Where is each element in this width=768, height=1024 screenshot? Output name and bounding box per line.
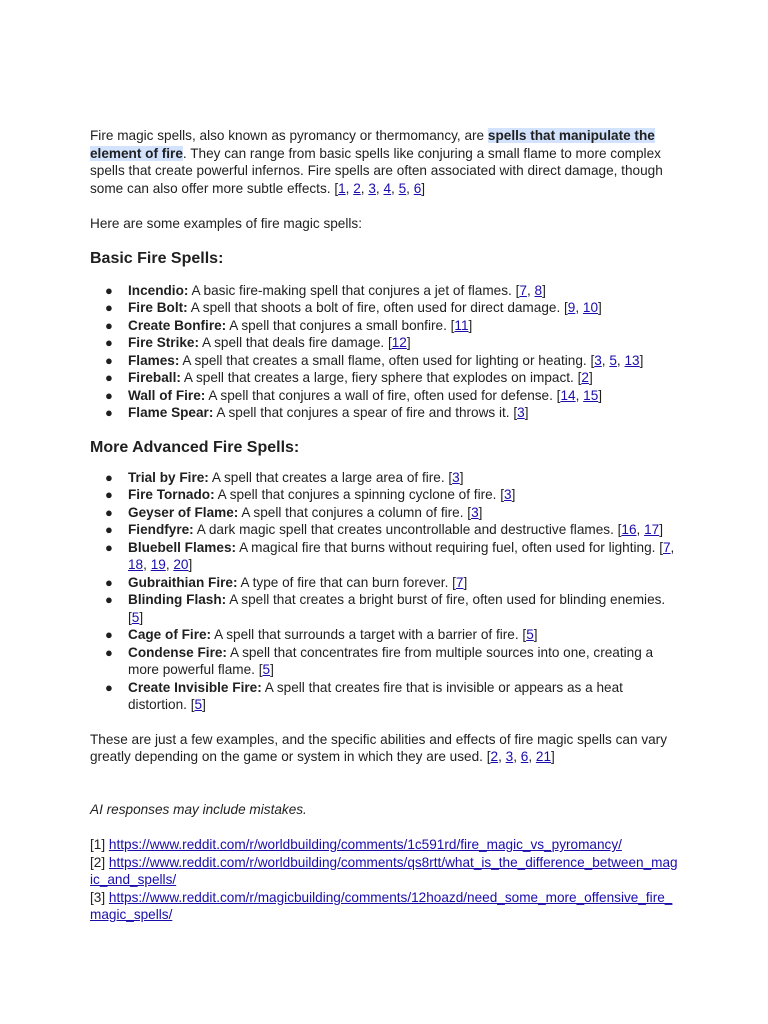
citation-link[interactable]: 7 bbox=[455, 574, 464, 590]
spell-citations: [7] bbox=[452, 574, 468, 590]
bullet-icon: ● bbox=[105, 335, 113, 350]
intro-text-before: Fire magic spells, also known as pyromancy or thermomancy, are bbox=[90, 128, 488, 143]
intro-paragraph bbox=[90, 127, 678, 197]
spell-list-item bbox=[90, 317, 678, 335]
spell-name: Geyser of Flame: bbox=[128, 504, 239, 520]
spell-citations: [16, 17] bbox=[617, 522, 663, 537]
spell-name: Fire Tornado: bbox=[128, 487, 215, 502]
spell-description: A spell that creates a large, fiery sphere that explodes on impact. bbox=[183, 370, 574, 385]
citation-link[interactable]: 2 bbox=[581, 370, 589, 385]
document-page bbox=[90, 127, 678, 924]
spell-name: Fire Bolt: bbox=[128, 300, 188, 315]
reference-number: [3] bbox=[90, 889, 106, 905]
reference-item bbox=[90, 836, 678, 854]
spell-list-item bbox=[90, 679, 678, 714]
spell-citations: [7, 18, 19, 20] bbox=[128, 539, 675, 572]
spell-list-item bbox=[90, 387, 678, 405]
citation-link[interactable]: 3 bbox=[517, 405, 525, 420]
bullet-icon: ● bbox=[105, 504, 113, 520]
spell-citations: [11] bbox=[450, 317, 473, 333]
spell-name: Flame Spear: bbox=[128, 405, 214, 420]
spell-citations: [3, 5, 13] bbox=[590, 352, 644, 368]
intro-highlight: spells that manipulate the element of fire bbox=[90, 128, 655, 161]
spell-description: A spell that concentrates fire from multiple sources into one, creating a more powerful flame. bbox=[128, 644, 654, 677]
spell-list-item bbox=[90, 644, 678, 679]
citation-link[interactable]: 21 bbox=[535, 749, 552, 764]
spell-list-item bbox=[90, 504, 678, 522]
citation-link[interactable]: 11 bbox=[454, 317, 469, 333]
bullet-icon: ● bbox=[105, 469, 113, 485]
citation-link[interactable]: 5 bbox=[609, 352, 617, 368]
citation-link[interactable]: 7 bbox=[662, 539, 671, 555]
citation-link[interactable]: 14 bbox=[560, 387, 576, 403]
citation-link[interactable]: 5 bbox=[194, 697, 203, 712]
citation-link[interactable]: 12 bbox=[391, 335, 407, 350]
spell-name: Condense Fire: bbox=[128, 644, 227, 660]
spell-name: Create Invisible Fire: bbox=[128, 679, 262, 695]
spell-name: Incendio: bbox=[128, 282, 189, 298]
bullet-icon: ● bbox=[105, 539, 113, 555]
spell-list-item bbox=[90, 404, 678, 422]
spell-description: A spell that deals fire damage. bbox=[202, 335, 385, 350]
spell-list-item bbox=[90, 574, 678, 592]
citation-link[interactable]: 9 bbox=[567, 300, 576, 315]
spell-description: A spell that creates a large area of fire. bbox=[211, 469, 445, 485]
citation-link[interactable]: 5 bbox=[131, 609, 140, 625]
spell-description: A spell that creates fire that is invisible or appears as a heat distortion. bbox=[128, 679, 623, 712]
spell-citations: [9, 10] bbox=[564, 300, 602, 315]
citation-link[interactable]: 3 bbox=[471, 504, 479, 520]
spell-list-item bbox=[90, 521, 678, 539]
spell-citations: [2] bbox=[577, 370, 593, 385]
citation-link[interactable]: 13 bbox=[624, 352, 640, 368]
citation-link[interactable]: 7 bbox=[519, 282, 527, 298]
references-list bbox=[90, 836, 678, 924]
advanced-spells-list bbox=[90, 469, 678, 714]
closing-citations: [2, 3, 6, 21] bbox=[486, 749, 555, 764]
intro-citations: [1, 2, 3, 4, 5, 6] bbox=[334, 180, 426, 196]
bullet-icon: ● bbox=[105, 679, 113, 695]
bullet-icon: ● bbox=[105, 352, 113, 368]
citation-link[interactable]: 4 bbox=[383, 180, 392, 196]
reference-number: [2] bbox=[90, 854, 106, 870]
reference-item bbox=[90, 854, 678, 889]
citation-link[interactable]: 3 bbox=[504, 487, 512, 502]
citation-link[interactable]: 3 bbox=[452, 469, 460, 485]
spell-name: Flames: bbox=[128, 352, 180, 368]
spell-description: A spell that conjures a small bonfire. bbox=[229, 317, 447, 333]
bullet-icon: ● bbox=[105, 387, 113, 403]
spell-citations: [5] bbox=[128, 609, 144, 625]
spell-list-item bbox=[90, 352, 678, 370]
bullet-icon: ● bbox=[105, 522, 113, 537]
spell-citations: [7, 8] bbox=[515, 282, 546, 298]
closing-text: These are just a few examples, and the specific abilities and effects of fire magic spells can vary greatly depending on the game or system in which they are used. bbox=[90, 731, 668, 764]
spell-description: A spell that shoots a bolt of fire, often used for direct damage. bbox=[190, 300, 561, 315]
citation-link[interactable]: 5 bbox=[262, 662, 271, 677]
bullet-icon: ● bbox=[105, 317, 113, 333]
spell-citations: [5] bbox=[258, 662, 274, 677]
intro-text-after: . They can range from basic spells like conjuring a small flame to more complex spells that create powerful infernos. Fire spells are often associated with direct damage, though some can also offer more subtle effects. bbox=[90, 145, 663, 196]
spell-description: A spell that creates a small flame, often used for lighting or heating. bbox=[182, 352, 587, 368]
spell-list-item bbox=[90, 486, 678, 504]
reference-link[interactable]: https://www.reddit.com/r/worldbuilding/comments/1c591rd/fire_magic_vs_pyromancy/ bbox=[108, 837, 622, 852]
spell-name: Cage of Fire: bbox=[128, 627, 212, 642]
spell-name: Fireball: bbox=[128, 370, 181, 385]
citation-link[interactable]: 6 bbox=[413, 180, 422, 196]
citation-link[interactable]: 15 bbox=[583, 387, 599, 403]
closing-paragraph bbox=[90, 731, 678, 766]
ai-disclaimer: AI responses may include mistakes. bbox=[90, 801, 307, 817]
citation-link[interactable]: 5 bbox=[398, 180, 407, 196]
spell-description: A spell that surrounds a target with a barrier of fire. bbox=[214, 627, 519, 642]
reference-link[interactable]: https://www.reddit.com/r/magicbuilding/comments/12hoazd/need_some_more_offensive_fire_magic_spells/ bbox=[90, 889, 673, 922]
spell-citations: [5] bbox=[190, 697, 206, 712]
citation-link[interactable]: 3 bbox=[594, 352, 602, 368]
spell-list-item bbox=[90, 626, 678, 644]
spell-list-item bbox=[90, 591, 678, 626]
examples-lead: Here are some examples of fire magic spells: bbox=[90, 216, 362, 231]
spell-list-item bbox=[90, 369, 678, 387]
citation-link[interactable]: 6 bbox=[520, 749, 529, 764]
citation-link[interactable]: 20 bbox=[173, 557, 189, 572]
citation-link[interactable]: 2 bbox=[353, 180, 361, 196]
citation-link[interactable]: 16 bbox=[621, 522, 637, 537]
advanced-spells-heading: More Advanced Fire Spells: bbox=[90, 438, 300, 456]
bullet-icon: ● bbox=[105, 592, 113, 607]
spell-name: Blinding Flash: bbox=[128, 592, 227, 607]
spell-citations: [12] bbox=[387, 335, 411, 350]
reference-number: [1] bbox=[90, 837, 106, 852]
bullet-icon: ● bbox=[105, 574, 113, 590]
spell-name: Fiendfyre: bbox=[128, 522, 194, 537]
bullet-icon: ● bbox=[105, 627, 113, 642]
citation-link[interactable]: 2 bbox=[490, 749, 499, 764]
spell-citations: [3] bbox=[467, 504, 483, 520]
bullet-icon: ● bbox=[105, 370, 113, 385]
spell-description: A dark magic spell that creates uncontrollable and destructive flames. bbox=[196, 522, 614, 537]
citation-link[interactable]: 3 bbox=[368, 180, 376, 196]
spell-description: A spell that conjures a column of fire. bbox=[241, 504, 464, 520]
spell-description: A spell that creates a bright burst of fire, often used for blinding enemies. bbox=[229, 592, 666, 607]
basic-spells-heading: Basic Fire Spells: bbox=[90, 249, 224, 267]
bullet-icon: ● bbox=[105, 282, 113, 298]
spell-description: A magical fire that burns without requiring fuel, often used for lighting. bbox=[239, 539, 656, 555]
reference-link[interactable]: https://www.reddit.com/r/worldbuilding/comments/qs8rtt/what_is_the_difference_between_magic_and_spells/ bbox=[90, 854, 678, 887]
bullet-icon: ● bbox=[105, 644, 113, 660]
spell-list-item bbox=[90, 299, 678, 317]
spell-citations: [3] bbox=[500, 487, 516, 502]
spell-citations: [14, 15] bbox=[556, 387, 603, 403]
citation-link[interactable]: 8 bbox=[534, 282, 543, 298]
spell-description: A type of fire that can burn forever. bbox=[240, 574, 449, 590]
reference-item bbox=[90, 889, 678, 924]
citation-link[interactable]: 5 bbox=[526, 627, 534, 642]
bullet-icon: ● bbox=[105, 487, 113, 502]
spell-list-item bbox=[90, 334, 678, 352]
spell-list-item bbox=[90, 469, 678, 487]
spell-description: A basic fire-making spell that conjures a jet of flames. bbox=[191, 282, 512, 298]
citation-link[interactable]: 17 bbox=[644, 522, 660, 537]
spell-name: Wall of Fire: bbox=[128, 387, 206, 403]
spell-name: Trial by Fire: bbox=[128, 469, 209, 485]
spell-list-item bbox=[90, 539, 678, 574]
spell-name: Create Bonfire: bbox=[128, 317, 227, 333]
citation-link[interactable]: 3 bbox=[505, 749, 514, 764]
citation-link[interactable]: 18 bbox=[128, 557, 144, 572]
spell-name: Bluebell Flames: bbox=[128, 539, 237, 555]
basic-spells-list bbox=[90, 282, 678, 422]
spell-description: A spell that conjures a wall of fire, often used for defense. bbox=[208, 387, 553, 403]
bullet-icon: ● bbox=[105, 405, 113, 420]
spell-name: Fire Strike: bbox=[128, 335, 200, 350]
citation-link[interactable]: 1 bbox=[338, 180, 346, 196]
spell-description: A spell that conjures a spear of fire and throws it. bbox=[216, 405, 510, 420]
spell-citations: [3] bbox=[448, 469, 464, 485]
citation-link[interactable]: 10 bbox=[582, 300, 599, 315]
citation-link[interactable]: 19 bbox=[150, 557, 166, 572]
spell-description: A spell that conjures a spinning cyclone of fire. bbox=[217, 487, 497, 502]
spell-name: Gubraithian Fire: bbox=[128, 574, 238, 590]
spell-list-item bbox=[90, 282, 678, 300]
spell-citations: [3] bbox=[513, 405, 529, 420]
spell-citations: [5] bbox=[522, 627, 538, 642]
bullet-icon: ● bbox=[105, 300, 113, 315]
